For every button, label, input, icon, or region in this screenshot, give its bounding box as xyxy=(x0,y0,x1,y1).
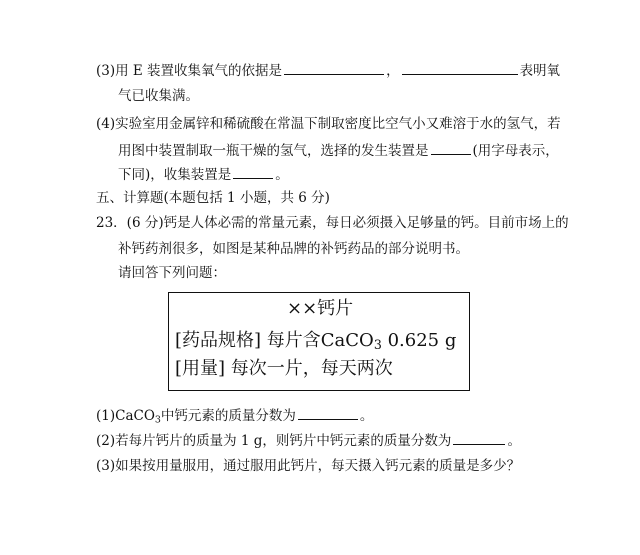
q4-line3-suffix: 。 xyxy=(275,167,289,183)
sub1-text: 中钙元素的质量分数为 xyxy=(160,408,296,424)
drug-label-title: ××钙片 xyxy=(287,298,354,319)
q4-blank-collector xyxy=(233,164,273,179)
sub1-blank xyxy=(298,405,358,420)
spec-tag: [药品规格] xyxy=(175,330,262,351)
q4-line3 xyxy=(118,164,289,185)
q3-post: 表明氧 xyxy=(519,63,561,79)
q23-line2: 补钙药剂很多，如图是某种品牌的补钙药品的部分说明书。 xyxy=(118,241,469,257)
spec-amount: 0.625 g xyxy=(387,330,457,351)
q3-line1 xyxy=(96,60,560,81)
q3-mid: ， xyxy=(386,63,400,79)
sub1-formula-sub: 3 xyxy=(154,414,161,426)
sub2-blank xyxy=(453,430,505,445)
sub2-end: 。 xyxy=(507,433,521,449)
q3-blank-1 xyxy=(284,60,384,75)
q4-line1: (4)实验室用金属锌和稀硫酸在常温下制取密度比空气小又难溶于水的氢气，若 xyxy=(96,116,561,132)
spec-formula-sub: 3 xyxy=(373,337,382,353)
q3-line2: 气已收集满。 xyxy=(118,88,199,104)
drug-label-spec xyxy=(175,329,456,353)
sub1-prefix: (1)CaCO xyxy=(96,408,155,424)
q3-blank-2 xyxy=(402,60,518,75)
q23-line3: 请回答下列问题： xyxy=(118,265,226,281)
sub1-end: 。 xyxy=(359,408,374,424)
q4-line2 xyxy=(118,140,559,161)
q4-line2-prefix: 用图中装置制取一瓶干燥的氢气，选择的发生装置是 xyxy=(118,143,429,159)
drug-label-box xyxy=(168,292,470,391)
drug-label-dose xyxy=(175,357,393,381)
q4-line2-suffix: (用字母表示， xyxy=(472,143,559,159)
dose-tag: [用量] xyxy=(175,358,226,379)
dose-text: 每次一片，每天两次 xyxy=(230,358,393,379)
spec-prefix: 每片含 xyxy=(266,330,321,351)
q23-line1: 23．(6 分)钙是人体必需的常量元素，每日必须摄入足够量的钙。目前市场上的 xyxy=(96,215,569,231)
q4-blank-generator xyxy=(431,140,471,155)
sub3-line: (3)如果按用量服用，通过服用此钙片，每天摄入钙元素的质量是多少？ xyxy=(96,458,521,474)
sub1-line xyxy=(96,405,373,426)
q3-prefix: (3)用 E 装置收集氧气的依据是 xyxy=(96,63,283,79)
spec-formula-main: CaCO xyxy=(320,330,374,351)
spec-formula xyxy=(321,330,382,351)
q4-line3-prefix: 下同)，收集装置是 xyxy=(118,167,232,183)
sub2-line xyxy=(96,430,521,451)
section-heading: 五、计算题(本题包括 1 小题，共 6 分) xyxy=(96,190,330,206)
sub2-text: (2)若每片钙片的质量为 1 g，则钙片中钙元素的质量分数为 xyxy=(96,433,452,449)
